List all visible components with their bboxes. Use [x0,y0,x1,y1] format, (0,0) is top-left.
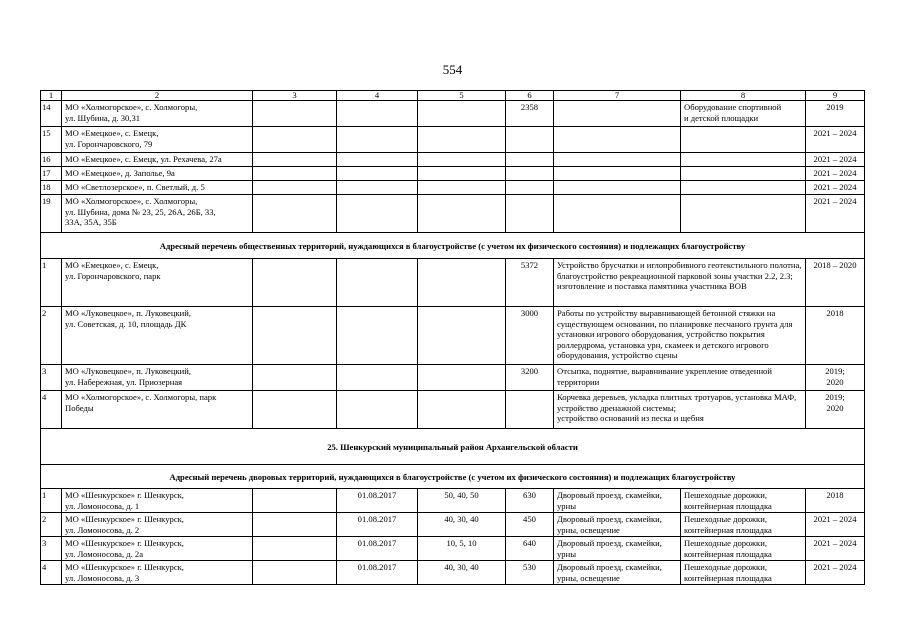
table-row [41,365,865,391]
area-cell [506,181,554,195]
works-min-cell: Дворовый проезд, скамейки, урны, освещение [554,513,681,537]
row-number: 1 [41,489,62,513]
works-extra-cell [681,195,806,233]
section-row [41,465,865,489]
date-cell: 01.08.2017 [337,561,418,585]
area-cell: 3000 [506,307,554,365]
row-number: 3 [41,537,62,561]
works-extra-cell [681,127,806,153]
period-cell: 2021 – 2024 [806,167,865,181]
table-row [41,391,865,429]
address-cell: МО «Шенкурское» г. Шенкурск, ул. Ломоносова, д. 1 [62,489,253,513]
works-min-cell: Дворовый проезд, скамейки, урны [554,489,681,513]
condition-cell: 40, 30, 40 [418,513,506,537]
area-cell [506,153,554,167]
table-row [41,167,865,181]
condition-cell: 10, 5, 10 [418,537,506,561]
column-number-row [41,91,865,101]
period-cell: 2021 – 2024 [806,195,865,233]
table-row [41,489,865,513]
area-cell [506,127,554,153]
section-title: Адресный перечень дворовых территорий, нуждающихся в благоустройстве (с учетом их физического состояния) и подлежащих благоустройству [41,465,865,489]
address-cell: МО «Емецкое», с. Емецк, ул. Рехачева, 27а [62,153,253,167]
period-cell: 2021 – 2024 [806,561,865,585]
column-header: 8 [681,91,806,101]
area-cell: 640 [506,537,554,561]
date-cell: 01.08.2017 [337,537,418,561]
area-cell [506,167,554,181]
row-number: 18 [41,181,62,195]
address-cell: МО «Холмогорское», с. Холмогоры, парк Победы [62,391,253,429]
row-number: 19 [41,195,62,233]
works-min-cell [554,181,681,195]
table-row [41,195,865,233]
condition-cell: 50, 40, 50 [418,489,506,513]
table-row [41,561,865,585]
row-number: 2 [41,307,62,365]
column-header: 1 [41,91,62,101]
period-cell: 2021 – 2024 [806,513,865,537]
address-cell: МО «Луковецкое», п. Луковецкий, ул. Советская, д. 10, площадь ДК [62,307,253,365]
works-cell: Работы по устройству выравнивающей бетонной стяжки на существующем основании, по планировке песчаного грунта для установки игрового оборудования, устройство покрытия роллердрома, установка урн, скамеек и детского игрового оборудования, устройство сцены [554,307,806,365]
area-cell: 630 [506,489,554,513]
address-cell: МО «Емецкое», д. Заполье, 9а [62,167,253,181]
period-cell: 2021 – 2024 [806,153,865,167]
works-cell: Устройство брусчатки и иглопробивного геотекстильного полотна, благоустройство рекреационной парковой зоны участки 2.2, 2.3; изготовление и поставка памятника участника ВОВ [554,259,806,307]
period-cell: 2019 [806,101,865,127]
row-number: 14 [41,101,62,127]
column-header: 9 [806,91,865,101]
area-cell [506,391,554,429]
period-cell: 2018 – 2020 [806,259,865,307]
area-cell: 5372 [506,259,554,307]
period-cell: 2019; 2020 [806,391,865,429]
table-row [41,101,865,127]
works-min-cell: Дворовый проезд, скамейки, урны, освещение [554,561,681,585]
address-cell: МО «Луковецкое», п. Луковецкий, ул. Набережная, ул. Приозерная [62,365,253,391]
area-cell [506,195,554,233]
area-cell: 530 [506,561,554,585]
table-row [41,259,865,307]
address-cell: МО «Емецкое», с. Емецк, ул. Горончаровского, 79 [62,127,253,153]
period-cell: 2018 [806,489,865,513]
works-min-cell: Дворовый проезд, скамейки, урны [554,537,681,561]
address-cell: МО «Светлозерское», п. Светлый, д. 5 [62,181,253,195]
row-number: 15 [41,127,62,153]
date-cell: 01.08.2017 [337,513,418,537]
table-row [41,537,865,561]
column-header: 2 [62,91,253,101]
works-min-cell [554,195,681,233]
address-cell: МО «Холмогорское», с. Холмогоры, ул. Шубина, д. 30,31 [62,101,253,127]
works-extra-cell: Пешеходные дорожки, контейнерная площадка [681,513,806,537]
table-row [41,181,865,195]
column-header: 6 [506,91,554,101]
page-number: 554 [442,62,463,77]
section-row [41,233,865,259]
column-header: 5 [418,91,506,101]
area-cell: 3200 [506,365,554,391]
address-cell: МО «Емецкое», с. Емецк, ул. Горончаровского, парк [62,259,253,307]
period-cell: 2021 – 2024 [806,181,865,195]
works-min-cell [554,101,681,127]
address-cell: МО «Шенкурское» г. Шенкурск, ул. Ломоносова, д. 3 [62,561,253,585]
condition-cell: 40, 30, 40 [418,561,506,585]
row-number: 16 [41,153,62,167]
date-cell: 01.08.2017 [337,489,418,513]
works-min-cell [554,167,681,181]
column-header: 7 [554,91,681,101]
row-number: 4 [41,561,62,585]
works-cell: Отсыпка, поднятие, выравнивание укрепление отведенной территории [554,365,806,391]
works-extra-cell [681,167,806,181]
row-number: 4 [41,391,62,429]
period-cell: 2019; 2020 [806,365,865,391]
works-extra-cell [681,181,806,195]
area-cell: 450 [506,513,554,537]
address-cell: МО «Шенкурское» г. Шенкурск, ул. Ломоносова, д. 2 [62,513,253,537]
address-cell: МО «Шенкурское» г. Шенкурск, ул. Ломоносова, д. 2а [62,537,253,561]
column-header: 3 [253,91,337,101]
table-row [41,153,865,167]
column-header: 4 [337,91,418,101]
works-extra-cell: Оборудование спортивной и детской площадки [681,101,806,127]
section-row [41,429,865,465]
district-title: 25. Шенкурский муниципальный район Архангельской области [41,429,865,465]
period-cell: 2021 – 2024 [806,127,865,153]
section-title: Адресный перечень общественных территорий, нуждающихся в благоустройстве (с учетом их физического состояния) и подлежащих благоустройству [41,233,865,259]
row-number: 3 [41,365,62,391]
period-cell: 2018 [806,307,865,365]
row-number: 17 [41,167,62,181]
works-extra-cell: Пешеходные дорожки, контейнерная площадка [681,489,806,513]
works-min-cell [554,153,681,167]
address-cell: МО «Холмогорское», с. Холмогоры, ул. Шубина, дома № 23, 25, 26А, 26Б, 33, 33А, 35А, 35Б [62,195,253,233]
row-number: 2 [41,513,62,537]
table-row [41,513,865,537]
table-row [41,307,865,365]
improvement-table [40,90,865,585]
table-row [41,127,865,153]
works-cell: Корчевка деревьев, укладка плитных тротуаров, установка МАФ, устройство дренажной системы; устройство оснований из песка и щебня [554,391,806,429]
row-number: 1 [41,259,62,307]
works-extra-cell: Пешеходные дорожки, контейнерная площадка [681,561,806,585]
works-extra-cell [681,153,806,167]
works-extra-cell: Пешеходные дорожки, контейнерная площадка [681,537,806,561]
area-cell: 2358 [506,101,554,127]
works-min-cell [554,127,681,153]
period-cell: 2021 – 2024 [806,537,865,561]
